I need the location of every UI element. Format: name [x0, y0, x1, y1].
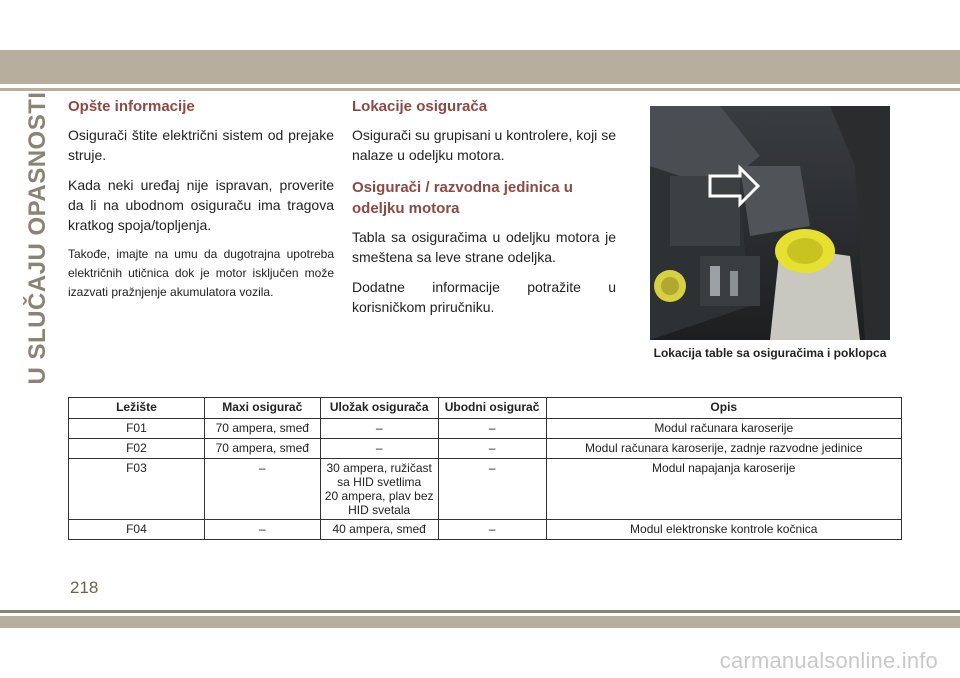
general-info-paragraph-2: Kada neki uređaj nije ispravan, proverite da li na ubodnom osiguraču ima tragova kratkog spoja/topljenja.	[68, 177, 334, 233]
table-row	[69, 520, 902, 540]
fuse-locations-paragraph-1: Osigurači su grupisani u kontrolere, koji se nalaze u odeljku motora.	[352, 127, 616, 163]
cell-maxi-fuse: –	[204, 520, 320, 540]
header-blade-fuse: Ubodni osigurač	[438, 398, 546, 419]
general-info-paragraph-1: Osigurači štite električni sistem od prejake struje.	[68, 127, 334, 163]
header-description: Opis	[546, 398, 901, 419]
cell-blade-fuse: –	[438, 459, 546, 520]
header-cavity: Ležište	[69, 398, 205, 419]
cell-cartridge-fuse: –	[320, 419, 438, 439]
header-maxi-fuse: Maxi osigurač	[204, 398, 320, 419]
cell-description: Modul elektronske kontrole kočnica	[546, 520, 901, 540]
cell-cavity: F02	[69, 439, 205, 459]
cell-cartridge-fuse: 30 ampera, ružičast sa HID svetlima 20 ampera, plav bez HID svetala	[320, 459, 438, 520]
cell-description: Modul računara karoserije, zadnje razvodne jedinice	[546, 439, 901, 459]
engine-fuse-paragraph-1: Tabla sa osiguračima u odeljku motora je smeštena sa leve strane odeljka.	[352, 229, 616, 265]
cell-blade-fuse: –	[438, 520, 546, 540]
cell-cavity: F04	[69, 520, 205, 540]
engine-compartment-photo	[650, 106, 890, 340]
cell-cartridge-fuse: –	[320, 439, 438, 459]
cell-blade-fuse: –	[438, 419, 546, 439]
table-row	[69, 439, 902, 459]
cell-cartridge-fuse: 40 ampera, smeđ	[320, 520, 438, 540]
header-rule	[0, 88, 960, 91]
engine-fuse-subheading: Osigurači / razvodna jedinica u odeljku motora	[352, 179, 573, 217]
table-row	[69, 419, 902, 439]
section-side-title: U SLUČAJU OPASNOSTI	[24, 91, 51, 385]
watermark-text: carmanualsonline.info	[719, 648, 938, 673]
general-info-column	[68, 98, 334, 312]
cell-cavity: F03	[69, 459, 205, 520]
header-band	[0, 50, 960, 84]
cell-maxi-fuse: –	[204, 459, 320, 520]
engine-fuse-paragraph-2: Dodatne informacije potražite u korisničkom priručniku.	[352, 279, 616, 315]
cell-blade-fuse: –	[438, 439, 546, 459]
fuse-table	[68, 397, 902, 540]
page-number: 218	[70, 578, 99, 597]
cell-description: Modul napajanja karoserije	[546, 459, 901, 520]
header-cartridge-fuse: Uložak osigurača	[320, 398, 438, 419]
cell-maxi-fuse: 70 ampera, smeđ	[204, 419, 320, 439]
cell-maxi-fuse: 70 ampera, smeđ	[204, 439, 320, 459]
cell-description: Modul računara karoserije	[546, 419, 901, 439]
general-info-heading: Opšte informacije	[68, 98, 195, 115]
cell-cavity: F01	[69, 419, 205, 439]
photo-caption: Lokacija table sa osiguračima i poklopca	[653, 346, 887, 360]
fuse-locations-column	[352, 98, 616, 327]
table-row	[69, 459, 902, 520]
footer-rule	[0, 610, 960, 613]
fuse-locations-heading: Lokacije osigurača	[352, 98, 488, 115]
general-info-paragraph-3: Takođe, imajte na umu da dugotrajna upotreba električnih utičnica dok je motor isključen može izazvati pražnjenje akumulatora vozila.	[68, 247, 334, 299]
footer-band	[0, 616, 960, 628]
table-header-row	[69, 398, 902, 419]
